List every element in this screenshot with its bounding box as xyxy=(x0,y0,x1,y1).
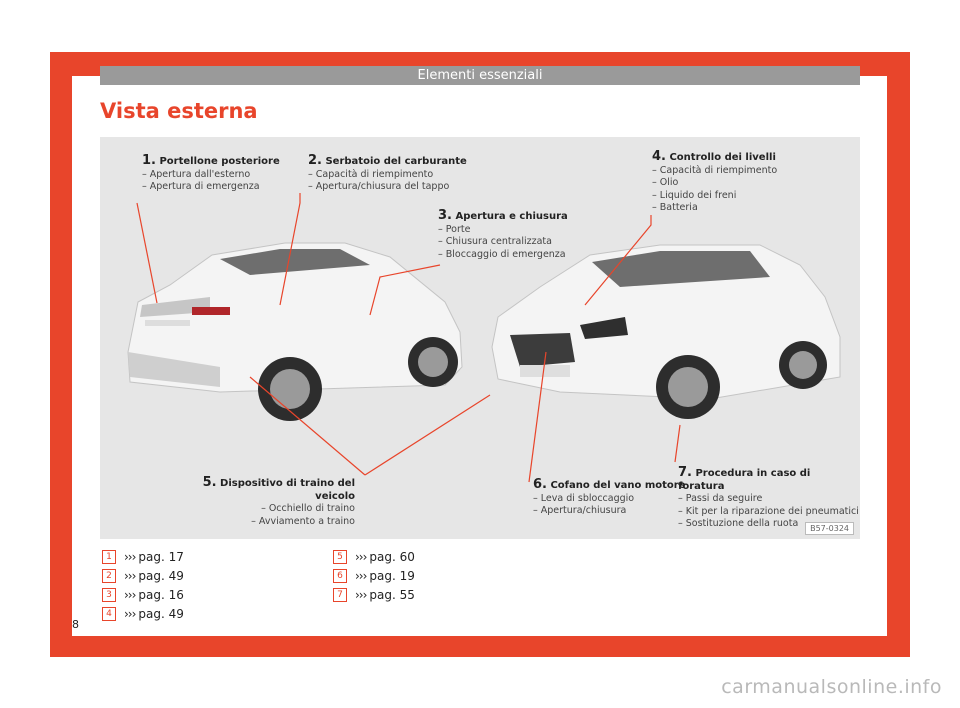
leader-line-5b xyxy=(365,395,490,475)
callout-4: 4. Controllo dei livelli – Capacità di riempimento – Olio – Liquido dei freni – Batteria xyxy=(652,149,778,213)
leader-line-1 xyxy=(137,203,157,303)
callout-7: 7. Procedura in caso di foratura – Passi da seguire – Kit per la riparazione dei pneumatici – Sostituzione della ruota xyxy=(678,465,859,529)
figure-code: B57-0324 xyxy=(805,522,854,535)
callout-3: 3. Apertura e chiusura – Porte – Chiusura centralizzata – Bloccaggio di emergenza xyxy=(438,208,568,260)
callout-2: 2. Serbatoio del carburante – Capacità di riempimento – Apertura/chiusura del tappo xyxy=(308,153,467,192)
ref-number-badge: 5 xyxy=(333,550,347,564)
ref-number-badge: 3 xyxy=(102,588,116,602)
ref-number-badge: 7 xyxy=(333,588,347,602)
ref-number-badge: 6 xyxy=(333,569,347,583)
section-title: Vista esterna xyxy=(100,99,258,123)
references-left xyxy=(102,547,184,623)
callout-1: 1. Portellone posteriore – Apertura dall'esterno – Apertura di emergenza xyxy=(142,153,280,192)
reference-row[interactable]: 1 ››› pag. 17 xyxy=(102,547,184,566)
callout-5: 5. Dispositivo di traino del veicolo – Occhiello di traino – Avviamento a traino xyxy=(202,475,355,527)
reference-row[interactable]: 6 ››› pag. 19 xyxy=(333,566,415,585)
ref-arrow: ››› xyxy=(124,606,136,621)
leader-line-7 xyxy=(675,425,680,462)
ref-arrow: ››› xyxy=(355,568,367,583)
ref-arrow: ››› xyxy=(355,549,367,564)
ref-arrow: ››› xyxy=(124,549,136,564)
front-car-image xyxy=(492,245,840,419)
rear-car-image xyxy=(128,243,462,421)
reference-row[interactable]: 5 ››› pag. 60 xyxy=(333,547,415,566)
ref-arrow: ››› xyxy=(355,587,367,602)
reference-row[interactable]: 2 ››› pag. 49 xyxy=(102,566,184,585)
exterior-figure xyxy=(100,137,860,539)
reference-row[interactable]: 4 ››› pag. 49 xyxy=(102,604,184,623)
reference-row[interactable]: 3 ››› pag. 16 xyxy=(102,585,184,604)
page-number: 8 xyxy=(72,618,79,631)
references-right xyxy=(333,547,415,604)
callout-6: 6. Cofano del vano motore – Leva di sbloccaggio – Apertura/chiusura xyxy=(533,477,686,516)
ref-number-badge: 4 xyxy=(102,607,116,621)
ref-number-badge: 1 xyxy=(102,550,116,564)
chapter-header: Elementi essenziali xyxy=(100,66,860,85)
ref-arrow: ››› xyxy=(124,587,136,602)
reference-row[interactable]: 7 ››› pag. 55 xyxy=(333,585,415,604)
ref-arrow: ››› xyxy=(124,568,136,583)
watermark: carmanualsonline.info xyxy=(721,676,942,698)
ref-number-badge: 2 xyxy=(102,569,116,583)
